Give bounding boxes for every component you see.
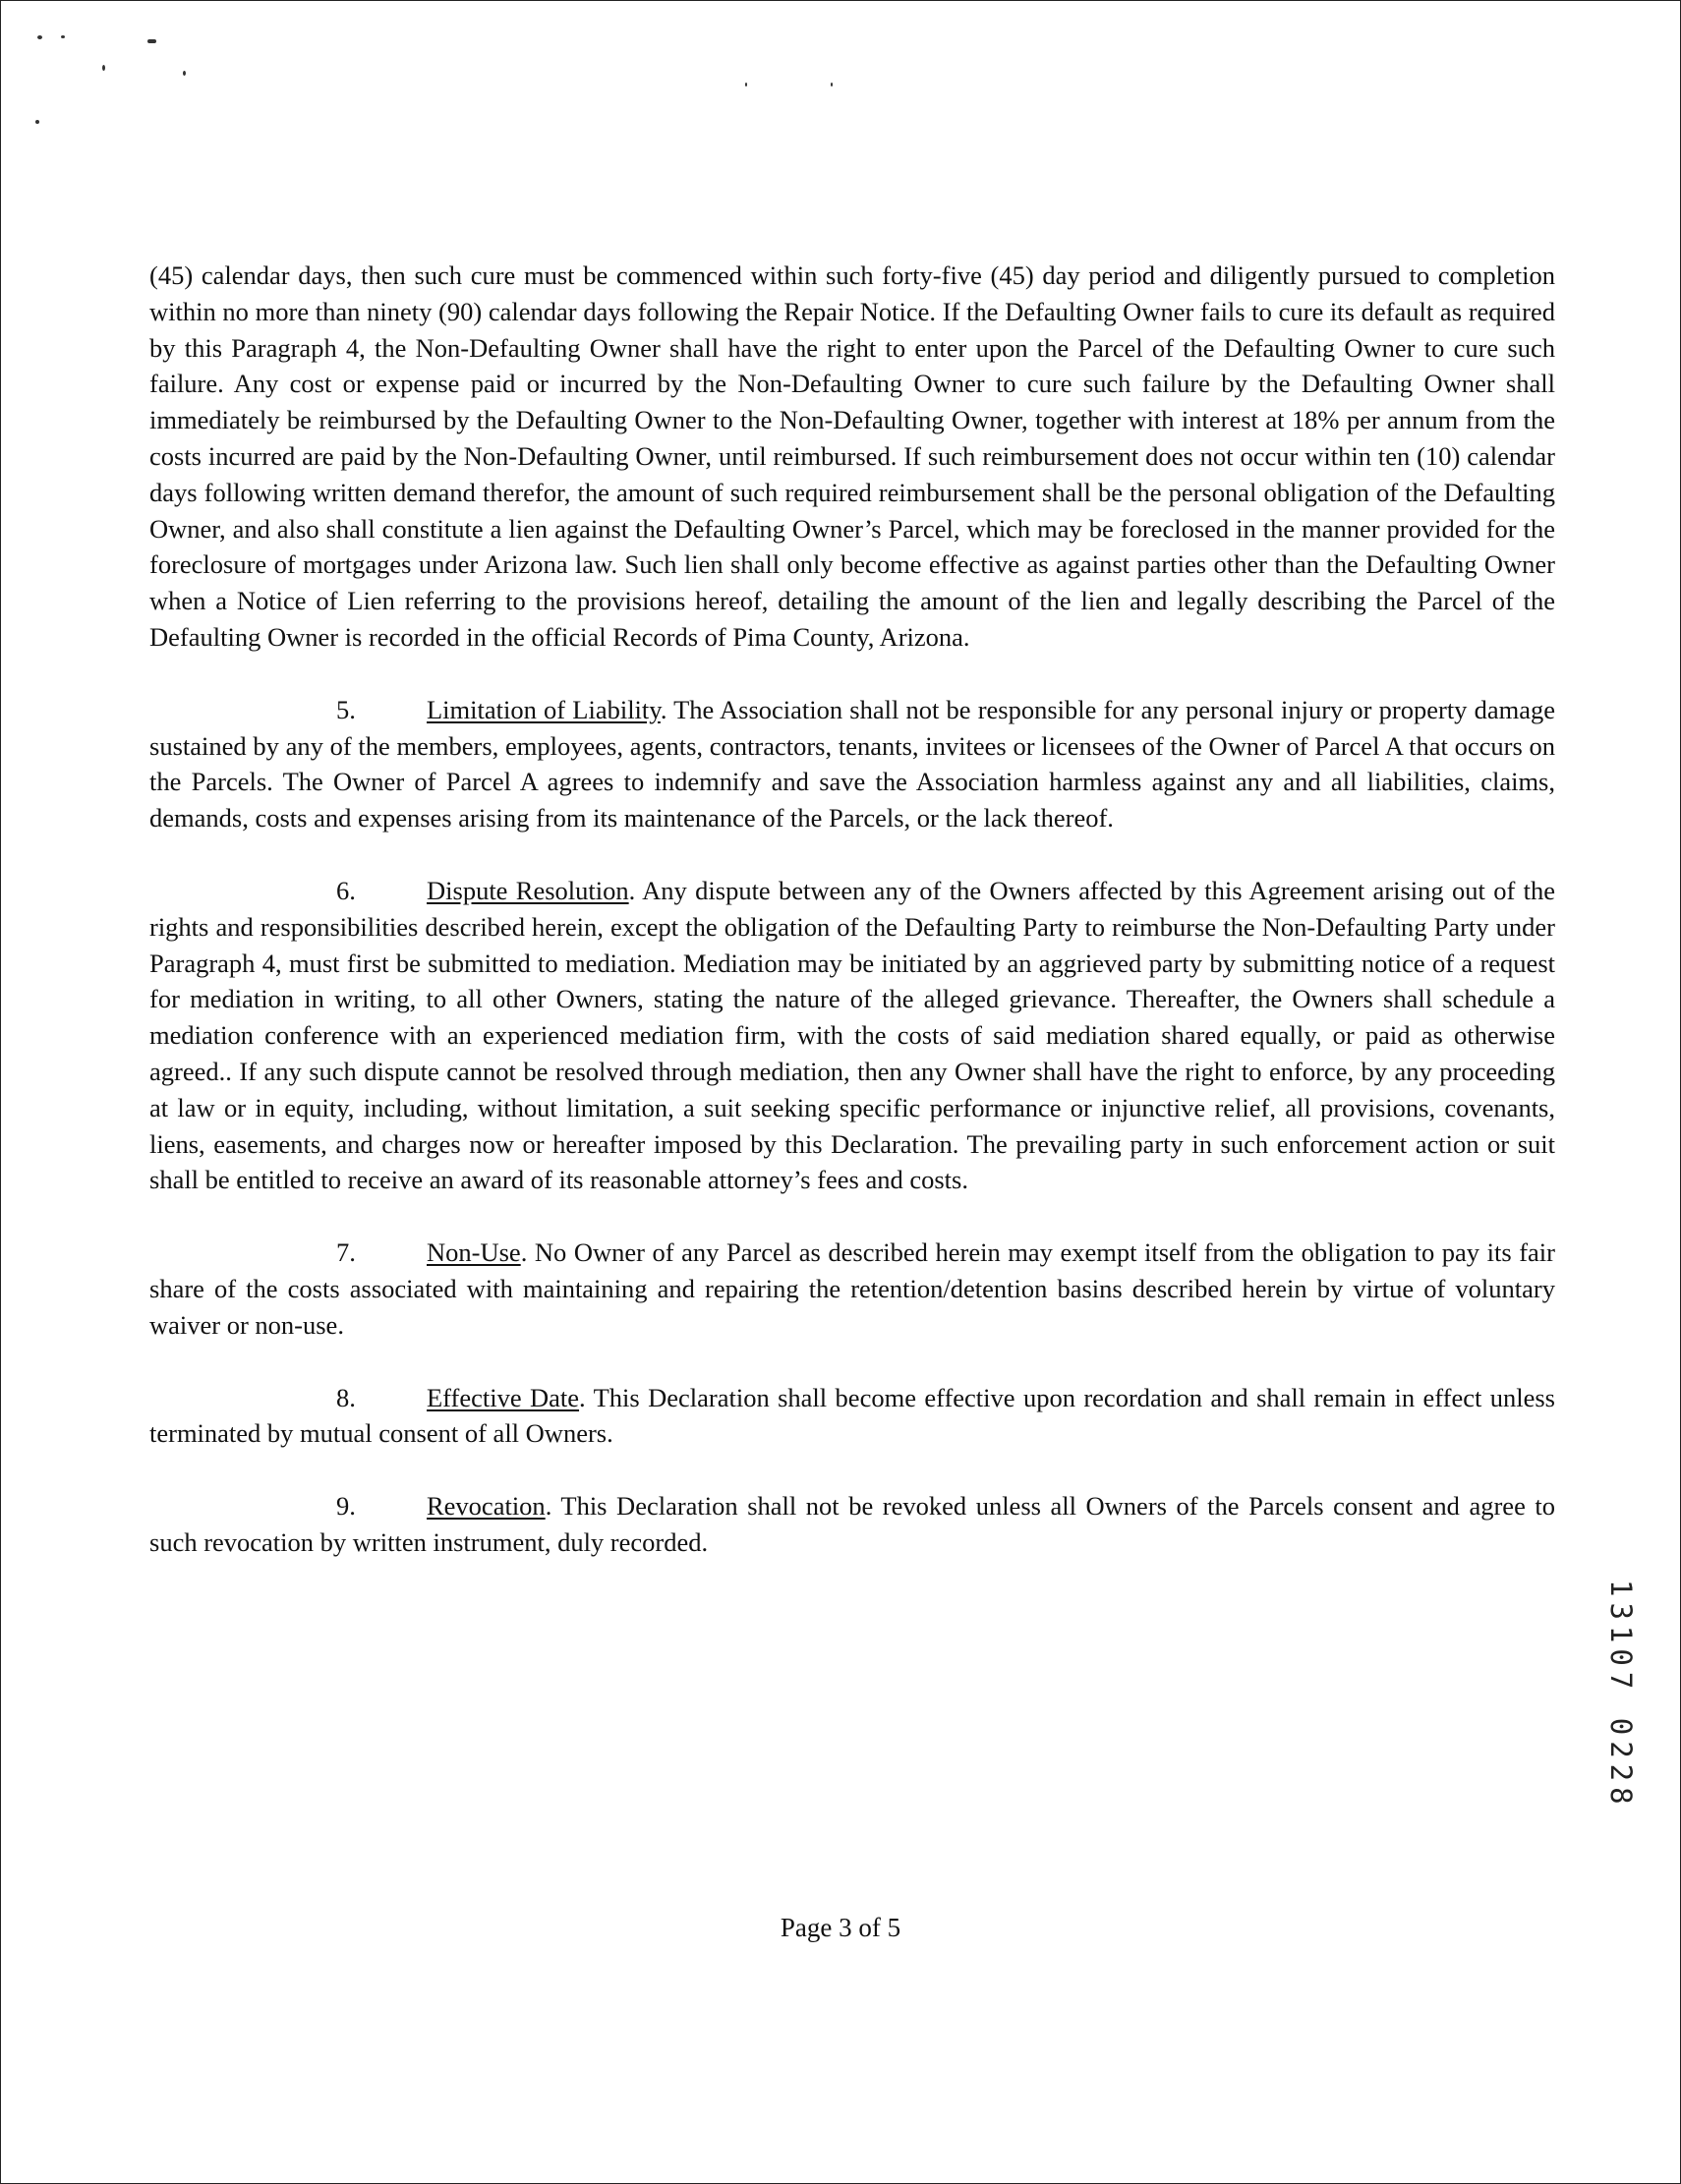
paragraph-number: 6. <box>336 875 356 905</box>
paragraph-6 <box>149 873 1555 1198</box>
paragraph-text: . No Owner of any Parcel as described herein may exempt itself from the obligation to pay its fair share of the costs associated with maintaining and repairing the retention/detention basins described herein by virtue of voluntary waiver or non-use. <box>149 1237 1555 1340</box>
paragraph-number: 5. <box>336 694 356 724</box>
paragraph-text: . This Declaration shall become effective upon recordation and shall remain in effect unless terminated by mutual consent of all Owners. <box>149 1382 1555 1449</box>
paragraph-8 <box>149 1380 1555 1453</box>
paragraph-heading: Limitation of Liability <box>427 694 661 724</box>
paragraph-number: 8. <box>336 1382 356 1412</box>
scan-speck <box>831 83 833 86</box>
paragraph-text: . This Declaration shall not be revoked unless all Owners of the Parcels consent and agree to such revocation by written instrument, duly recorded. <box>149 1491 1555 1557</box>
scan-speck <box>147 39 156 43</box>
paragraph-4-continuation <box>149 258 1555 656</box>
paragraph-9 <box>149 1488 1555 1561</box>
paragraph-text: . Any dispute between any of the Owners affected by this Agreement arising out of the rights and responsibilities described herein, except the obligation of the Defaulting Party to reimburse the Non-Defaulting Party under Paragraph 4, must first be submitted to mediation. Mediation may be initiated by an aggrieved party by submitting notice of a request for mediation in writing, to all other Owners, stating the nature of the alleged grievance. Thereafter, the Owners shall schedule a mediation conference with an experienced mediation firm, with the costs of said mediation shared equally, or paid as otherwise agreed.. If any such dispute cannot be resolved through mediation, then any Owner shall have the right to enforce, by any proceeding at law or in equity, including, without limitation, a suit seeking specific performance or injunctive relief, all provisions, covenants, liens, easements, and charges now or hereafter imposed by this Declaration. The prevailing party in such enforcement action or suit shall be entitled to receive an award of its reasonable attorney’s fees and costs. <box>149 875 1556 1195</box>
paragraph-7 <box>149 1235 1555 1343</box>
paragraph-heading: Revocation <box>427 1491 546 1522</box>
paragraph-heading: Effective Date <box>427 1382 580 1412</box>
scan-speck <box>37 35 42 39</box>
paragraph-text: . The Association shall not be responsible for any personal injury or property damage sustained by any of the members, employees, agents, contractors, tenants, invitees or licensees of the Owner of Parcel A that occurs on the Parcels. The Owner of Parcel A agrees to indemnify and save the Association harmless against any and all liabilities, claims, demands, costs and expenses arising from its maintenance of the Parcels, or the lack thereof. <box>149 694 1555 833</box>
document-body <box>149 258 1555 1597</box>
recording-number: 13107 0228 <box>1604 1580 1638 1810</box>
scan-speck <box>102 65 105 71</box>
paragraph-number: 7. <box>336 1237 356 1268</box>
scan-speck <box>745 83 747 86</box>
scan-speck <box>61 35 65 38</box>
scan-speck <box>35 120 39 124</box>
paragraph-heading: Non-Use <box>427 1237 521 1268</box>
paragraph-number: 9. <box>336 1491 356 1522</box>
paragraph-5 <box>149 692 1555 836</box>
paragraph-text: (45) calendar days, then such cure must be commenced within such forty-five (45) day period and diligently pursued to completion within no more than ninety (90) calendar days following the Repair Notice. If the Defaulting Owner fails to cure its default as required by this Paragraph 4, the Non-Defaulting Owner shall have the right to enter upon the Parcel of the Defaulting Owner to cure such failure. Any cost or expense paid or incurred by the Non-Defaulting Owner to cure such failure by the Defaulting Owner shall immediately be reimbursed by the Defaulting Owner to the Non-Defaulting Owner, together with interest at 18% per annum from the costs incurred are paid by the Non-Defaulting Owner, until reimbursed. If such reimbursement does not occur within ten (10) calendar days following written demand therefor, the amount of such required reimbursement shall be the personal obligation of the Defaulting Owner, and also shall constitute a lien against the Defaulting Owner’s Parcel, which may be foreclosed in the manner provided for the foreclosure of mortgages under Arizona law. Such lien shall only become effective as against parties other than the Defaulting Owner when a Notice of Lien referring to the provisions hereof, detailing the amount of the lien and legally describing the Parcel of the Defaulting Owner is recorded in the official Records of Pima County, Arizona. <box>149 260 1555 652</box>
page-footer: Page 3 of 5 <box>780 1913 901 1942</box>
scan-speck <box>183 71 186 76</box>
paragraph-heading: Dispute Resolution <box>427 875 629 905</box>
